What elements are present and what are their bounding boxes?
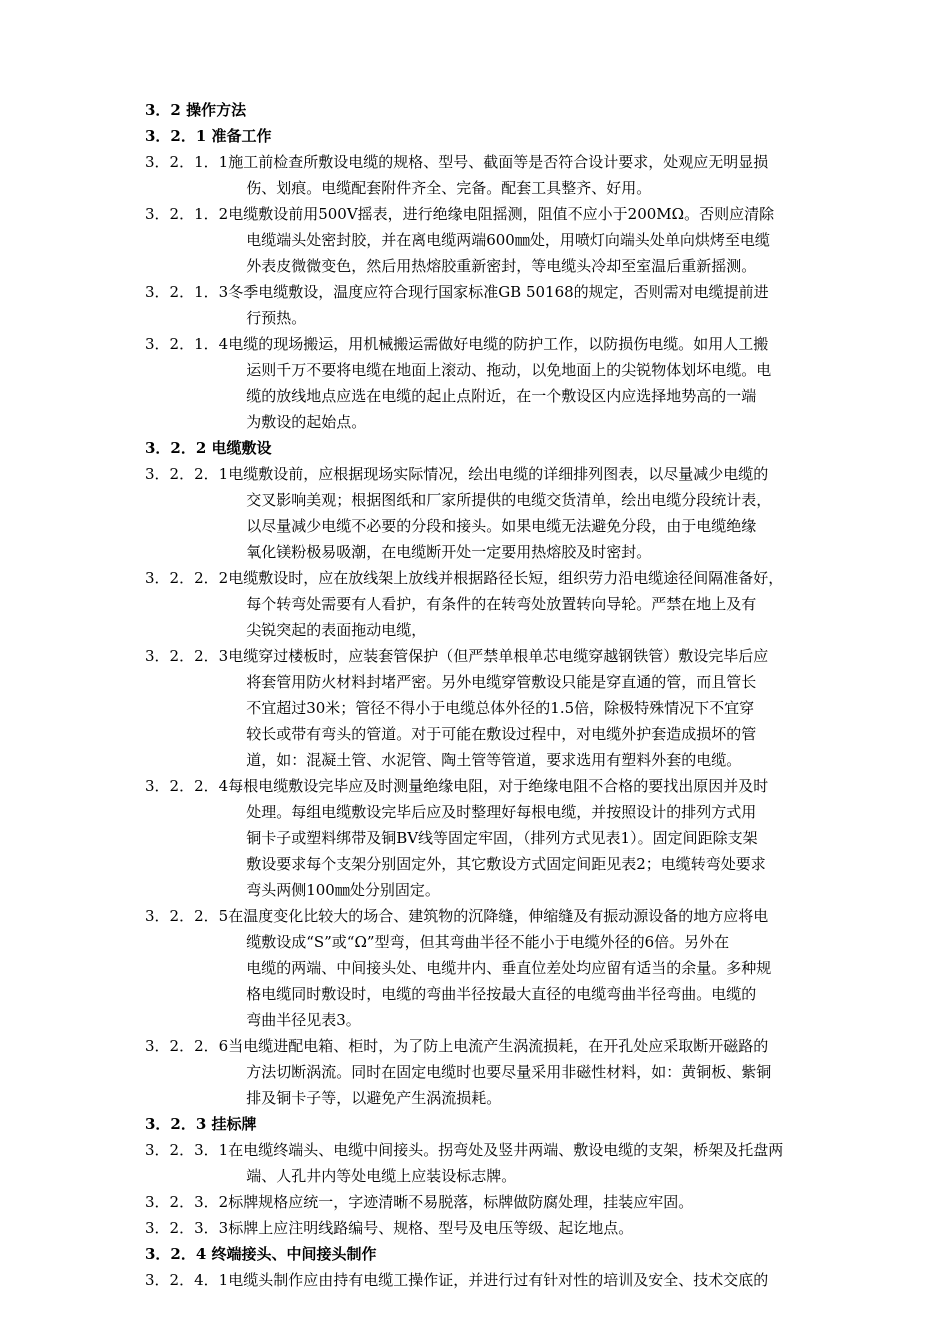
subsection-heading: 3．2．1 准备工作 xyxy=(145,127,272,145)
clause-line: 方法切断涡流。同时在固定电缆时也要尽量采用非磁性材料，如：黄铜板、紫铜 xyxy=(246,1063,772,1081)
clause-text xyxy=(228,773,815,903)
clause-text xyxy=(228,1189,815,1215)
clause-item xyxy=(145,903,815,1033)
clause-line: 弯曲半径见表3。 xyxy=(246,1011,361,1029)
clause-line: 格电缆同时敷设时，电缆的弯曲半径按最大直径的电缆弯曲半径弯曲。电缆的 xyxy=(246,985,757,1003)
clause-line: 缆的放线地点应选在电缆的起止点附近，在一个敷设区内应选择地势高的一端 xyxy=(246,387,757,405)
clause-text xyxy=(228,1215,815,1241)
clause-number: 3．2．3．3 xyxy=(145,1219,229,1237)
clause-number: 3．2．2．2 xyxy=(145,569,229,587)
clause-line: 电缆头制作应由持有电缆工操作证，并进行过有针对性的培训及安全、技术交底的 xyxy=(228,1271,769,1289)
section-title: 3．2 操作方法 xyxy=(145,101,247,119)
clause-number: 3．2．2．4 xyxy=(145,777,229,795)
clause-line: 电缆的两端、中间接头处、电缆井内、垂直位差处均应留有适当的余量。多种规 xyxy=(246,959,772,977)
clause-line: 缆敷设成“S”或“Ω”型弯，但其弯曲半径不能小于电缆外径的6倍。另外在 xyxy=(246,933,730,951)
clause-text xyxy=(228,643,815,773)
clause-item xyxy=(145,1215,815,1241)
clause-line: 伤、划痕。电缆配套附件齐全、完备。配套工具整齐、好用。 xyxy=(246,179,652,197)
subsection-heading: 3．2．4 终端接头、中间接头制作 xyxy=(145,1245,377,1263)
clause-item xyxy=(145,461,815,565)
clause-text xyxy=(228,1267,815,1293)
clause-line: 标牌上应注明线路编号、规格、型号及电压等级、起讫地点。 xyxy=(228,1219,634,1237)
clause-number: 3．2．1．1 xyxy=(145,153,229,171)
clause-line: 行预热。 xyxy=(246,309,307,327)
clause-text xyxy=(228,1137,815,1189)
clause-line: 电缆敷设前，应根据现场实际情况，绘出电缆的详细排列图表，以尽量减少电缆的 xyxy=(228,465,769,483)
clause-line: 电缆端头处密封胶，并在离电缆两端600㎜处，用喷灯向端头处单向烘烤至电缆 xyxy=(246,231,770,249)
clause-item xyxy=(145,1189,815,1215)
clause-number: 3．2．1．3 xyxy=(145,283,229,301)
clause-number: 3．2．3．1 xyxy=(145,1141,229,1159)
clause-text xyxy=(228,331,815,435)
clause-text xyxy=(228,149,815,201)
clause-line: 交叉影响美观；根据图纸和厂家所提供的电缆交货清单，绘出电缆分段统计表， xyxy=(246,491,772,509)
clause-line: 不宜超过30米；管径不得小于电缆总体外径的1.5倍，除极特殊情况下不宜穿 xyxy=(246,699,755,717)
clause-line: 弯头两侧100㎜处分别固定。 xyxy=(246,881,440,899)
clause-line: 电缆穿过楼板时，应装套管保护（但严禁单根单芯电缆穿越钢铁管）敷设完毕后应 xyxy=(228,647,769,665)
clause-text xyxy=(228,1033,815,1111)
clause-item xyxy=(145,149,815,201)
clause-item xyxy=(145,565,815,643)
clause-line: 在温度变化比较大的场合、建筑物的沉降缝，伸缩缝及有振动源设备的地方应将电 xyxy=(228,907,769,925)
clause-number: 3．2．1．4 xyxy=(145,335,229,353)
clause-item xyxy=(145,643,815,773)
clause-item xyxy=(145,201,815,279)
clause-number: 3．2．3．2 xyxy=(145,1193,229,1211)
clause-item xyxy=(145,1033,815,1111)
clause-number: 3．2．1．2 xyxy=(145,205,229,223)
clause-line: 敷设要求每个支架分别固定外，其它敷设方式固定间距见表2；电缆转弯处要求 xyxy=(246,855,766,873)
clause-line: 处理。每组电缆敷设完毕后应及时整理好每根电缆，并按照设计的排列方式用 xyxy=(246,803,757,821)
clause-number: 3．2．4．1 xyxy=(145,1271,229,1289)
clause-text xyxy=(228,903,815,1033)
clause-line: 每根电缆敷设完毕应及时测量绝缘电阻，对于绝缘电阻不合格的要找出原因并及时 xyxy=(228,777,769,795)
clause-text xyxy=(228,461,815,565)
clause-line: 施工前检查所敷设电缆的规格、型号、截面等是否符合设计要求，处观应无明显损 xyxy=(228,153,769,171)
clause-item xyxy=(145,1267,815,1293)
clause-line: 在电缆终端头、电缆中间接头。拐弯处及竖井两端、敷设电缆的支架，桥架及托盘两 xyxy=(228,1141,784,1159)
clause-line: 运则千万不要将电缆在地面上滚动、拖动，以免地面上的尖锐物体划坏电缆。电 xyxy=(246,361,772,379)
clause-line: 电缆敷设时，应在放线架上放线并根据路径长短，组织劳力沿电缆途径间隔准备好， xyxy=(228,569,784,587)
clause-line: 外表皮微微变色，然后用热熔胶重新密封，等电缆头冷却至室温后重新摇测。 xyxy=(246,257,757,275)
clause-number: 3．2．2．3 xyxy=(145,647,229,665)
clause-line: 排及铜卡子等，以避免产生涡流损耗。 xyxy=(246,1089,502,1107)
document-page xyxy=(145,97,815,1293)
clause-number: 3．2．2．5 xyxy=(145,907,229,925)
clause-line: 将套管用防火材料封堵严密。另外电缆穿管敷设只能是穿直通的管，而且管长 xyxy=(246,673,757,691)
clause-line: 冬季电缆敷设，温度应符合现行国家标准GB 50168的规定，否则需对电缆提前进 xyxy=(228,283,769,301)
subsection-heading: 3．2．3 挂标牌 xyxy=(145,1115,257,1133)
clause-line: 以尽量减少电缆不必要的分段和接头。如果电缆无法避免分段，由于电缆绝缘 xyxy=(246,517,757,535)
clause-line: 电缆敷设前用500V摇表，进行绝缘电阻摇测，阻值不应小于200MΩ。否则应清除 xyxy=(228,205,775,223)
clause-line: 每个转弯处需要有人看护，有条件的在转弯处放置转向导轮。严禁在地上及有 xyxy=(246,595,757,613)
clause-line: 当电缆进配电箱、柜时，为了防上电流产生涡流损耗，在开孔处应采取断开磁路的 xyxy=(228,1037,769,1055)
clause-item xyxy=(145,773,815,903)
clause-line: 标牌规格应统一，字迹清晰不易脱落，标牌做防腐处理，挂装应牢固。 xyxy=(228,1193,694,1211)
clause-item xyxy=(145,331,815,435)
clause-item xyxy=(145,279,815,331)
clause-item xyxy=(145,1137,815,1189)
clause-number: 3．2．2．6 xyxy=(145,1037,229,1055)
clause-line: 道，如：混凝土管、水泥管、陶土管等管道，要求选用有塑料外套的电缆。 xyxy=(246,751,742,769)
subsection-heading: 3．2．2 电缆敷设 xyxy=(145,439,272,457)
clause-line: 端、人孔井内等处电缆上应装设标志牌。 xyxy=(246,1167,517,1185)
clause-line: 较长或带有弯头的管道。对于可能在敷设过程中，对电缆外护套造成损坏的管 xyxy=(246,725,757,743)
clause-line: 为敷设的起始点。 xyxy=(246,413,367,431)
clause-line: 氧化镁粉极易吸潮，在电缆断开处一定要用热熔胶及时密封。 xyxy=(246,543,652,561)
clause-text xyxy=(228,201,815,279)
clause-text xyxy=(228,279,815,331)
clause-line: 铜卡子或塑料绑带及铜BV线等固定牢固，（排列方式见表1）。固定间距除支架 xyxy=(246,829,758,847)
section-body xyxy=(145,123,815,1293)
clause-line: 尖锐突起的表面拖动电缆， xyxy=(246,621,427,639)
clause-text xyxy=(228,565,815,643)
clause-number: 3．2．2．1 xyxy=(145,465,229,483)
clause-line: 电缆的现场搬运，用机械搬运需做好电缆的防护工作，以防损伤电缆。如用人工搬 xyxy=(228,335,769,353)
